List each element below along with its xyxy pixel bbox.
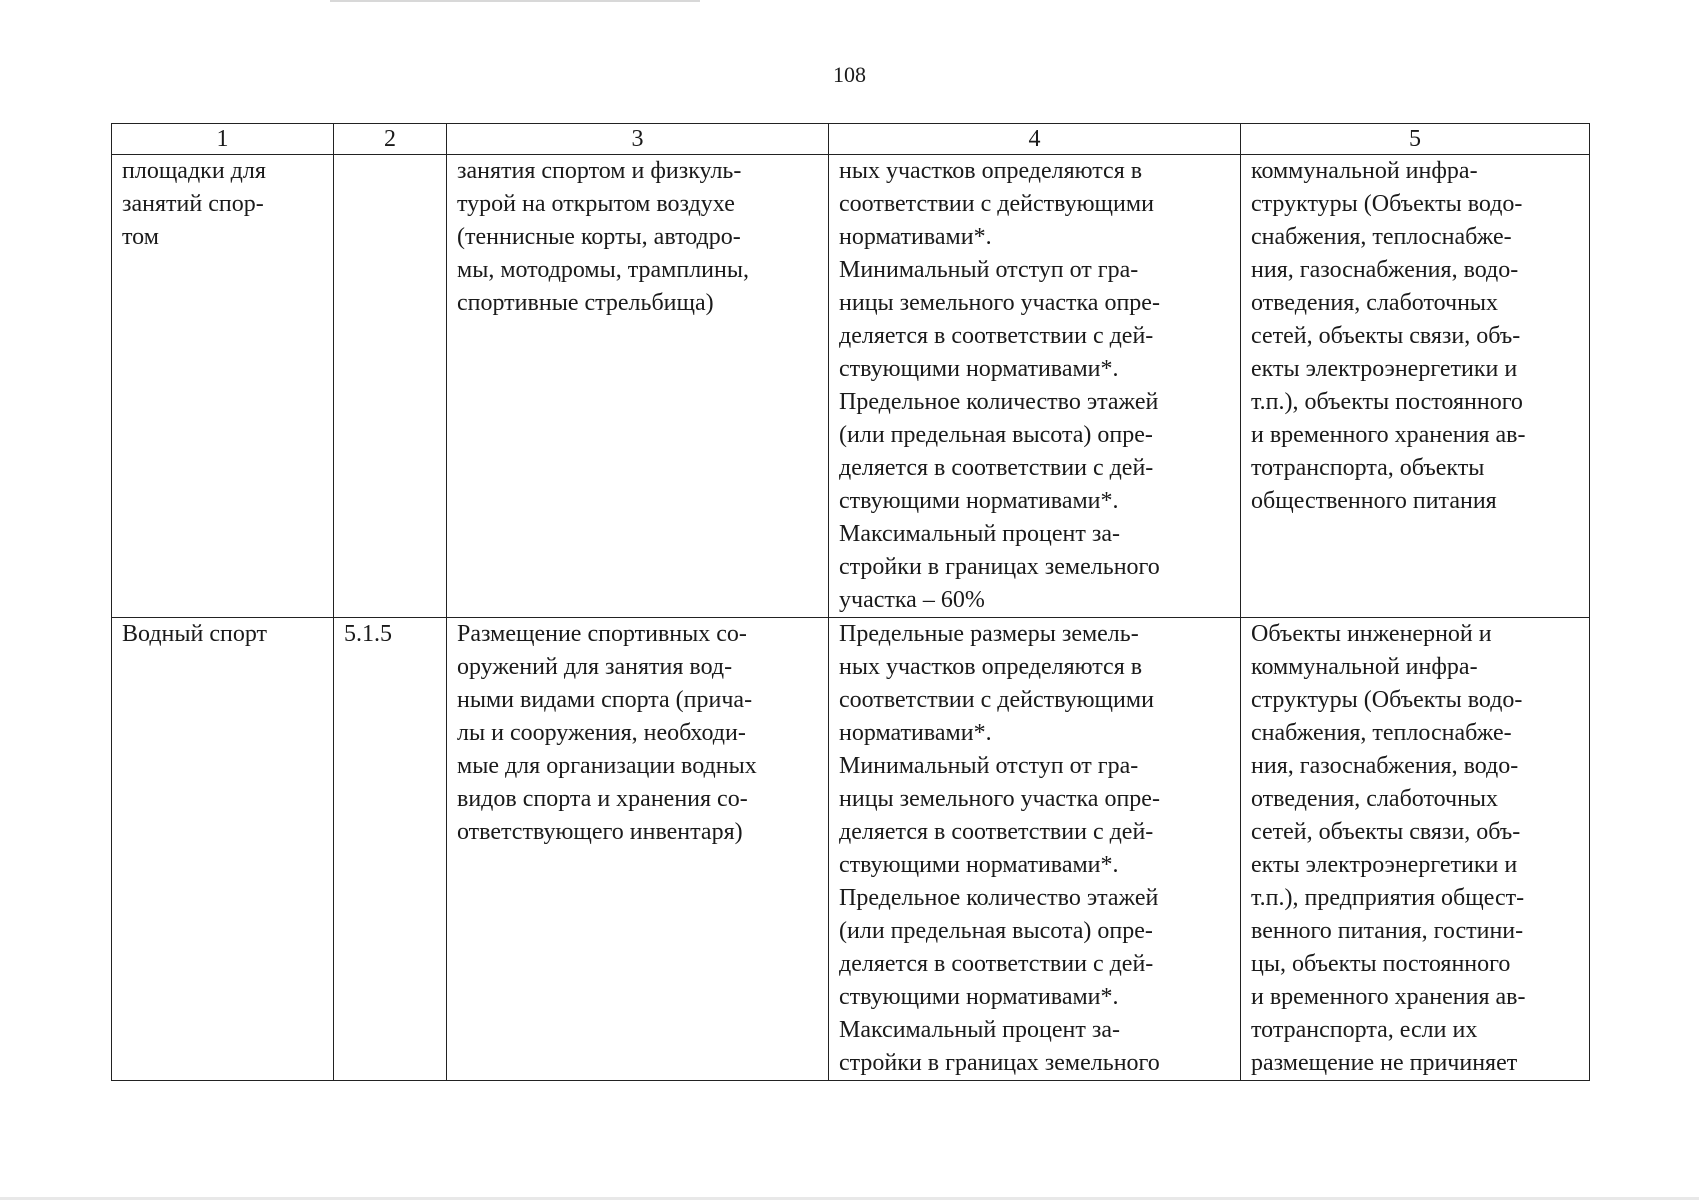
cell-use-name — [112, 618, 334, 1081]
cell-auxiliary-uses-text: коммунальной инфра- структуры (Объекты водо- снабжения, теплоснабже- ния, газоснабжения, водо- отведения, слаботочных сетей, объекты связи, объ- екты электроэнергетики и т.п.), объекты постоянного и временного хранения ав- тотранспорта, объекты общественного питания — [1251, 158, 1526, 514]
cell-use-name-text: площадки для занятий спор- том — [122, 158, 266, 250]
header-col-3: 3 — [447, 124, 829, 155]
cell-use-code-text: 5.1.5 — [344, 621, 392, 647]
header-col-4: 4 — [829, 124, 1241, 155]
cell-auxiliary-uses-text: Объекты инженерной и коммунальной инфра- структуры (Объекты водо- снабжения, теплоснабже- ния, газоснабжения, водо- отведения, слаботочных сетей, объекты связи, объ- екты электроэнергетики и т.п.), предприятия общест- венного питания, гостини- цы, объекты постоянного и временного хранения ав- тотранспорта, если их размещение не причиняет — [1251, 621, 1526, 1076]
table-row — [112, 618, 1590, 1081]
cell-use-description-text: занятия спортом и физкуль- турой на открытом воздухе (теннисные корты, автодро- мы, мотодромы, трамплины, спортивные стрельбища) — [457, 158, 749, 316]
cell-use-name-text: Водный спорт — [122, 621, 268, 647]
table-header-row — [112, 124, 1590, 155]
cell-parameters — [829, 155, 1241, 618]
header-col-1: 1 — [112, 124, 334, 155]
cell-auxiliary-uses — [1241, 618, 1590, 1081]
cell-parameters-text: ных участков определяются в соответствии с действующими нормативами*. Минимальный отступ от гра- ницы земельного участка опре- деляется в соответствии с дей- ствующими нормативами*. Предельное количество этажей (или предельная высота) опре- деляется в соответствии с дей- ствующими нормативами*. Максимальный процент за- стройки в границах земельного участка – 60% — [839, 158, 1160, 613]
cell-parameters-text: Предельные размеры земель- ных участков определяются в соответствии с действующими нормативами*. Минимальный отступ от гра- ницы земельного участка опре- деляется в соответствии с дей- ствующими нормативами*. Предельное количество этажей (или предельная высота) опре- деляется в соответствии с дей- ствующими нормативами*. Максимальный процент за- стройки в границах земельного — [839, 621, 1160, 1076]
page-number: 108 — [833, 62, 866, 87]
scan-artifact-top — [330, 0, 700, 2]
header-col-2: 2 — [334, 124, 447, 155]
cell-use-name — [112, 155, 334, 618]
cell-use-description — [447, 155, 829, 618]
cell-auxiliary-uses — [1241, 155, 1590, 618]
header-col-5: 5 — [1241, 124, 1590, 155]
cell-use-code — [334, 155, 447, 618]
cell-use-description — [447, 618, 829, 1081]
land-use-table — [111, 123, 1590, 1081]
cell-use-code — [334, 618, 447, 1081]
table-row — [112, 155, 1590, 618]
cell-use-description-text: Размещение спортивных со- оружений для занятия вод- ными видами спорта (прича- лы и сооружения, необходи- мые для организации водных видов спорта и хранения со- ответствующего инвентаря) — [457, 621, 757, 845]
cell-parameters — [829, 618, 1241, 1081]
